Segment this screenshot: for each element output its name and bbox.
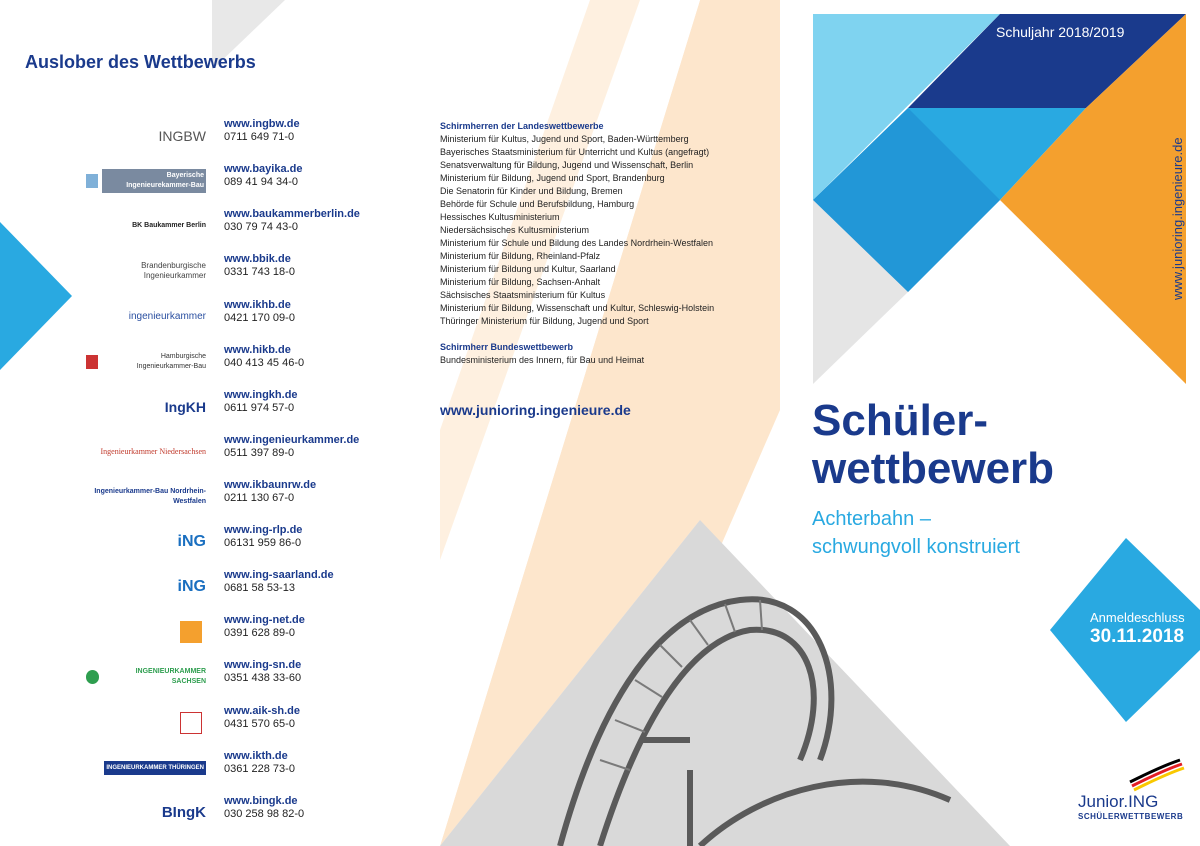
patron-item: Sächsisches Staatsministerium für Kultus	[440, 290, 606, 300]
patron-item: Senatsverwaltung für Bildung, Jugend und Wissenschaft, Berlin	[440, 160, 694, 170]
sponsor-logo	[86, 614, 206, 650]
sponsor-item	[86, 795, 426, 835]
sponsor-phone: 0511 397 89-0	[224, 447, 295, 459]
federal-patron-title: Schirmherr Bundeswettbewerb	[440, 342, 574, 352]
sponsor-item	[86, 479, 426, 519]
sponsor-website-link[interactable]: www.ing-rlp.de	[224, 524, 303, 536]
sponsor-item	[86, 614, 426, 654]
sponsor-phone: 0681 58 53-13	[224, 582, 295, 594]
brand-flag-icon	[1130, 760, 1184, 790]
sponsor-website-link[interactable]: www.bayika.de	[224, 163, 303, 175]
sponsor-logo: BIngK	[161, 804, 206, 821]
patron-item: Bayerisches Staatsministerium für Unterricht und Kultus (angefragt)	[440, 147, 710, 157]
sponsor-item	[86, 434, 426, 474]
main-title-line2: wettbewerb	[812, 444, 1055, 493]
sponsor-website-link[interactable]: www.ingkh.de	[224, 389, 298, 401]
sponsor-phone: 040 413 45 46-0	[224, 357, 305, 369]
sponsor-item	[86, 163, 426, 203]
patron-item: Ministerium für Kultus, Jugend und Sport, Baden-Württemberg	[440, 134, 689, 144]
sponsor-phone: 06131 959 86-0	[224, 537, 302, 549]
sponsor-logo: INGENIEURKAMMER THÜRINGEN	[86, 750, 206, 786]
sponsor-item	[86, 253, 426, 293]
sponsor-website-link[interactable]: www.aik-sh.de	[224, 705, 301, 717]
sponsor-logo: Ingenieurkammer-Bau Nordrhein-Westfalen	[94, 488, 206, 505]
sponsor-phone: 0211 130 67-0	[224, 492, 295, 504]
sponsor-website-link[interactable]: www.ing-sn.de	[224, 659, 302, 671]
patron-item: Niedersächsisches Kultusministerium	[440, 225, 590, 235]
patron-item: Ministerium für Bildung und Kultur, Saarland	[440, 264, 616, 274]
sponsor-item	[86, 389, 426, 429]
sponsor-phone: 0391 628 89-0	[224, 627, 295, 639]
sponsor-phone: 089 41 94 34-0	[224, 176, 299, 188]
sponsor-website-link[interactable]: www.bbik.de	[224, 253, 291, 265]
sponsor-item	[86, 569, 426, 609]
sponsor-logo: IngKH	[164, 399, 206, 415]
sponsor-website-link[interactable]: www.bingk.de	[224, 795, 298, 807]
sponsor-logo: ingenieurkammer	[128, 311, 206, 322]
sponsor-website-link[interactable]: www.ikhb.de	[224, 299, 291, 311]
patron-item: Ministerium für Schule und Bildung des Landes Nordrhein-Westfalen	[440, 238, 713, 248]
sponsor-logo: Ingenieurkammer Niedersachsen	[100, 447, 206, 456]
sponsor-logo	[86, 705, 206, 741]
patron-item: Die Senatorin für Kinder und Bildung, Bremen	[440, 186, 623, 196]
sponsor-website-link[interactable]: www.ingenieurkammer.de	[224, 434, 360, 446]
sponsor-phone: 0361 228 73-0	[224, 763, 295, 775]
patron-item: Ministerium für Bildung, Rheinland-Pfalz	[440, 251, 601, 261]
sponsor-logo: Bayerische Ingenieurekammer-Bau	[86, 163, 206, 199]
patrons-section	[440, 120, 750, 367]
sponsor-logo: INGBW	[158, 128, 206, 144]
sponsor-website-link[interactable]: www.ikth.de	[224, 750, 288, 762]
patron-item: Ministerium für Bildung, Jugend und Sport, Brandenburg	[440, 173, 665, 183]
patron-item: Hessisches Kultusministerium	[440, 212, 560, 222]
sponsor-phone: 030 258 98 82-0	[224, 808, 305, 820]
sponsor-item	[86, 705, 426, 745]
competition-website-link[interactable]: www.junioring.ingenieure.de	[440, 402, 631, 418]
sponsor-phone: 0351 438 33-60	[224, 672, 302, 684]
patron-item: Behörde für Schule und Berufsbildung, Hamburg	[440, 199, 635, 209]
sponsor-phone: 0331 743 18-0	[224, 266, 295, 278]
sponsor-phone: 030 79 74 43-0	[224, 221, 299, 233]
sponsor-website-link[interactable]: www.ikbaunrw.de	[224, 479, 317, 491]
brand-logo-subtitle: SCHÜLERWETTBEWERB	[1078, 812, 1184, 821]
federal-patron: Bundesministerium des Innern, für Bau und Heimat	[440, 355, 645, 365]
sponsor-logo: BK Baukammer Berlin	[132, 222, 206, 229]
sponsor-item	[86, 299, 426, 339]
sponsor-item	[86, 750, 426, 790]
subtitle-line2: schwungvoll konstruiert	[812, 536, 1020, 558]
sponsor-logo: Hamburgische Ingenieurkammer-Bau	[86, 344, 206, 380]
sponsor-phone: 0611 974 57-0	[224, 402, 295, 414]
sponsor-logo: iNG	[177, 578, 206, 595]
sponsor-website-link[interactable]: www.ing-saarland.de	[224, 569, 334, 581]
sponsor-website-link[interactable]: www.ingbw.de	[224, 118, 300, 130]
sponsor-item	[86, 659, 426, 699]
sponsor-phone: 0711 649 71-0	[224, 131, 295, 143]
sponsor-item	[86, 208, 426, 248]
sponsor-website-link[interactable]: www.ing-net.de	[224, 614, 305, 626]
sponsor-logo: INGENIEURKAMMER SACHSEN	[86, 659, 206, 695]
sponsor-logo: Brandenburgische Ingenieurkammer	[141, 261, 206, 280]
main-title-line1: Schüler-	[812, 396, 989, 445]
deadline-date: 30.11.2018	[1090, 626, 1185, 647]
sponsor-phone: 0421 170 09-0	[224, 312, 295, 324]
sponsor-item	[86, 344, 426, 384]
patron-item: Thüringer Ministerium für Bildung, Jugend und Sport	[440, 316, 649, 326]
subtitle-line1: Achterbahn –	[812, 508, 931, 530]
sponsor-website-link[interactable]: www.hikb.de	[224, 344, 291, 356]
patrons-title: Schirmherren der Landeswettbewerbe	[440, 121, 604, 131]
patron-item: Ministerium für Bildung, Sachsen-Anhalt	[440, 277, 601, 287]
sponsor-item	[86, 524, 426, 564]
sponsor-item	[86, 118, 426, 158]
sponsor-logo: iNG	[177, 533, 206, 550]
school-year: Schuljahr 2018/2019	[996, 24, 1125, 40]
deadline-label: Anmeldeschluss	[1090, 610, 1185, 625]
brand-logo-name: Junior.ING	[1078, 792, 1159, 811]
sponsor-website-link[interactable]: www.baukammerberlin.de	[224, 208, 360, 220]
patron-item: Ministerium für Bildung, Wissenschaft und Kultur, Schleswig-Holstein	[440, 303, 715, 313]
sponsor-phone: 0431 570 65-0	[224, 718, 295, 730]
side-website-link[interactable]: www.junioring.ingenieure.de	[1170, 137, 1185, 300]
sponsors-heading: Auslober des Wettbewerbs	[25, 52, 256, 72]
